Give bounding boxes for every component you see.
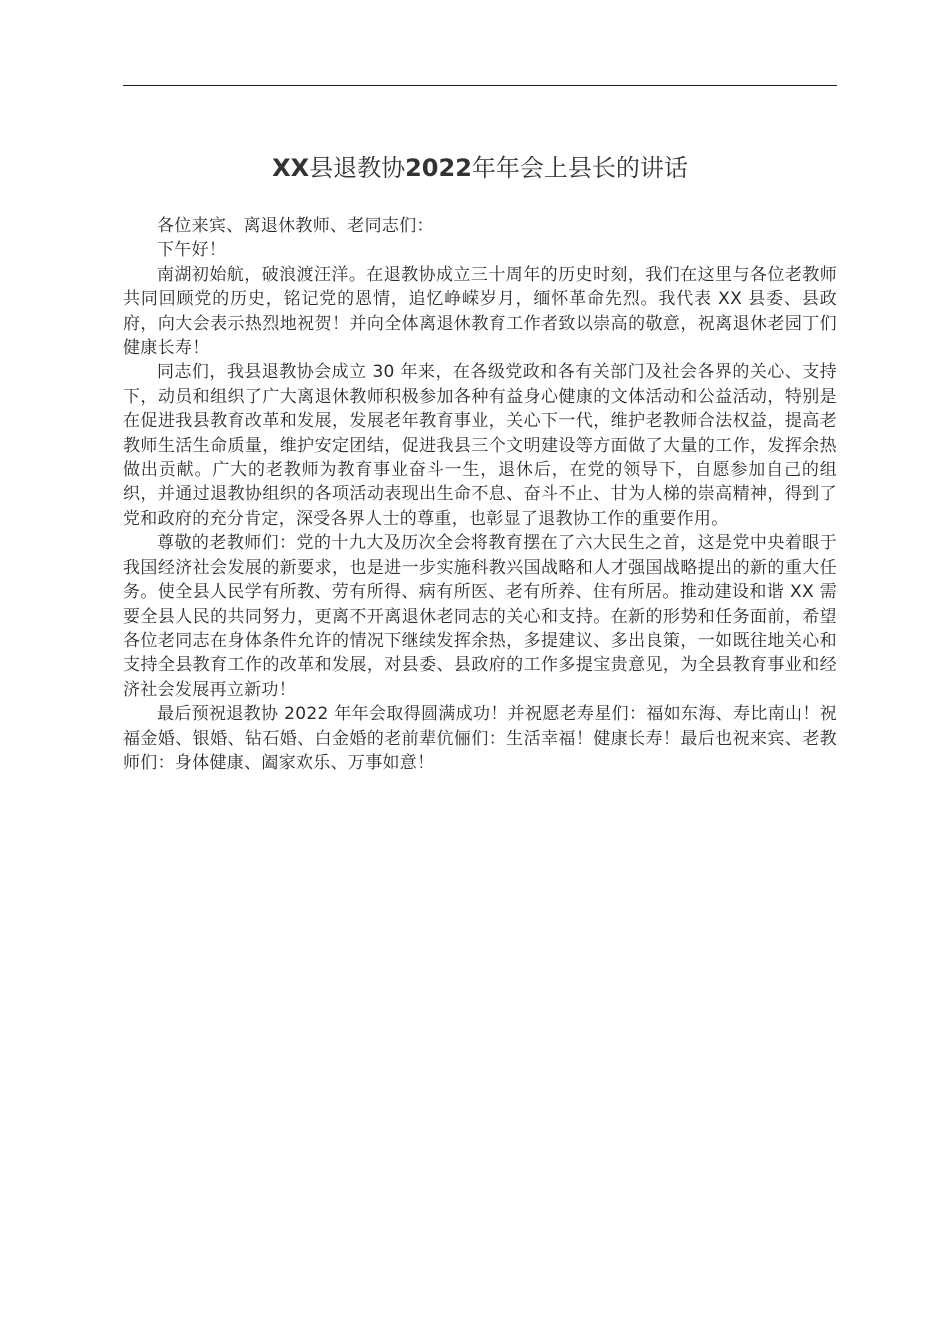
header-rule [123,85,837,86]
closing-paragraph: 最后预祝退教协 2022 年年会取得圆满成功！并祝愿老寿星们：福如东海、寿比南山！祝福金婚、银婚、钻石婚、白金婚的老前辈伉俪们：生活幸福！健康长寿！最后也祝来宾、老教师们：身体健康、阖家欢乐、万事如意！ [123,704,837,773]
achievements-paragraph: 同志们，我县退教协会成立 30 年来，在各级党政和各有关部门及社会各界的关心、支持下，动员和组织了广大离退休教师积极参加各种有益身心健康的文体活动和公益活动，特别是在促进我县教育改革和发展，发展老年教育事业，关心下一代，维护老教师合法权益，提高老教师生活生命质量，维护安定团结，促进我县三个文明建设等方面做了大量的工作，发挥余热做出贡献。广大的老教师为教育事业奋斗一生，退休后，在党的领导下，自愿参加自己的组织，并通过退教协组织的各项活动表现出生命不息、奋斗不止、甘为人梯的崇高精神，得到了党和政府的充分肯定，深受各界人士的尊重，也彰显了退教协工作的重要作用。 [123,362,837,529]
title-part-association: 县退教协 [309,154,406,182]
opening-paragraph: 南湖初始航，破浪渡汪洋。在退教协成立三十周年的历史时刻，我们在这里与各位老教师共同回顾党的历史，铭记党的恩情，追忆峥嵘岁月，缅怀革命先烈。我代表 XX 县委、县政府，向大会表示热烈地祝贺！并向全体离退休教育工作者致以崇高的敬意，祝离退休老园丁们健康长寿！ [123,264,837,359]
salutation-paragraph: 下午好！ [157,240,227,261]
title-part-year: 2022 [405,154,472,182]
title-part-county: XX [272,154,310,182]
speech-body [123,214,837,775]
expectations-paragraph: 尊敬的老教师们：党的十九大及历次全会将教育摆在了六大民生之首，这是党中央着眼于我国经济社会发展的新要求，也是进一步实施科教兴国战略和人才强国战略提出的新的重大任务。使全县人民学有所教、劳有所得、病有所医、老有所养、住有所居。推动建设和谐 XX 需要全县人民的共同努力，更离不开离退休老同志的关心和支持。在新的形势和任务面前，希望各位老同志在身体条件允许的情况下继续发挥余热，多提建议、多出良策，一如既往地关心和支持全县教育工作的改革和发展，对县委、县政府的工作多提宝贵意见，为全县教育事业和经济社会发展再立新功！ [123,533,837,700]
document-title [123,150,837,186]
greeting-paragraph: 各位来宾、离退休教师、老同志们： [157,216,434,236]
title-part-event: 年年会上县长的讲话 [471,154,688,182]
